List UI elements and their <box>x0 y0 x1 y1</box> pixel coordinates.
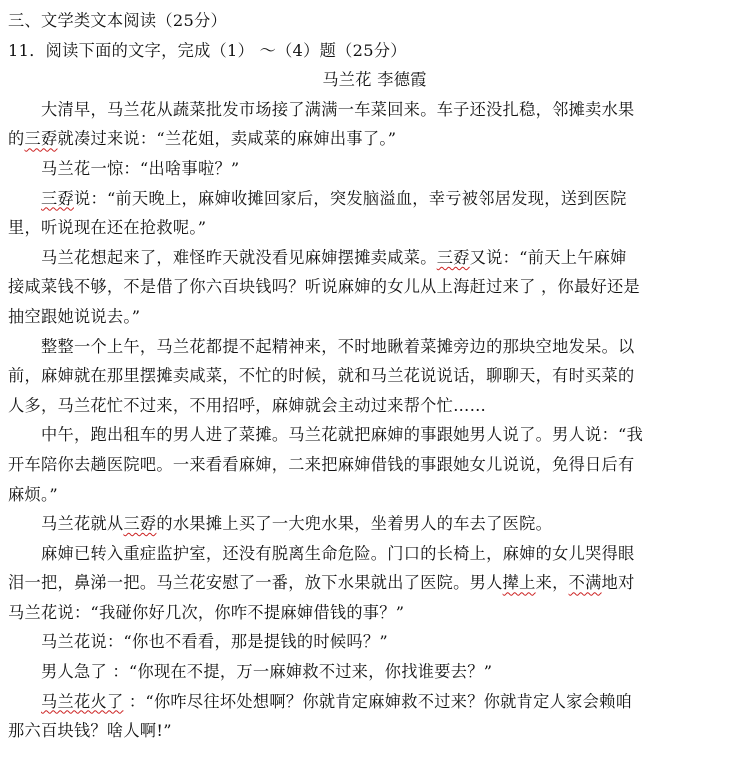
paragraph-line: 那六百块钱？啥人啊!” <box>8 721 172 741</box>
spellcheck-flagged-word: 不满 <box>568 573 602 593</box>
story-title: 马兰花 李德霞 <box>322 70 427 90</box>
paragraph-9 <box>8 627 727 657</box>
paragraph-4 <box>8 243 727 332</box>
paragraph-line <box>8 568 727 598</box>
paragraph-7 <box>8 509 727 539</box>
paragraph-line: 麻婶已转入重症监护室，还没有脱离生命危险。门口的长椅上，麻婶的女儿哭得眼 <box>41 543 635 563</box>
spellcheck-flagged-word: 三孬 <box>123 514 157 534</box>
text-span: 又说：“前天上午麻婶 <box>469 247 627 267</box>
question-line: 11．阅读下面的文字，完成（1） ～（4）题（25分） <box>8 40 407 60</box>
paragraph-line: 前，麻婶就在那里摆摊卖咸菜，不忙的时候，就和马兰花说说话，聊聊天，有时买菜的 <box>8 366 635 386</box>
paragraph-line: 人多，马兰花忙不过来，不用招呼，麻婶就会主动过来帮个忙…… <box>8 395 487 415</box>
paragraph-line: 抽空跟她说说去。” <box>8 306 141 326</box>
paragraph-10 <box>8 657 727 687</box>
paragraph-3 <box>8 184 727 243</box>
paragraph-line: 整整一个上午，马兰花都提不起精神来，不时地瞅着菜摊旁边的那块空地发呆。以 <box>41 336 635 356</box>
paragraph-8 <box>8 539 727 628</box>
paragraph-line: 马兰花说：“我碰你好几次，你咋不提麻婶借钱的事？” <box>8 602 405 622</box>
text-span: 就凑过来说：“兰花姐，卖咸菜的麻婶出事了。” <box>57 129 397 149</box>
paragraph-line <box>8 184 727 214</box>
text-span: 的水果摊上买了一大兜水果，坐着男人的车去了医院。 <box>156 514 553 534</box>
paragraph-line: 大清早，马兰花从蔬菜批发市场接了满满一车菜回来。车子还没扎稳，邻摊卖水果 <box>41 99 635 119</box>
spellcheck-flagged-word: 三孬 <box>436 247 470 267</box>
paragraph-line: 里，听说现在还在抢救呢。” <box>8 218 207 238</box>
spellcheck-flagged-word: 三孬 <box>41 188 74 208</box>
section-heading: 三、文学类文本阅读（25分） <box>8 11 228 30</box>
text-span: 的 <box>8 129 25 149</box>
paragraph-line <box>8 124 727 154</box>
paragraph-line <box>8 243 727 273</box>
paragraph-5 <box>8 332 727 421</box>
text-span: 马兰花想起来了，难怪昨天就没看见麻婶摆摊卖咸菜。 <box>41 247 437 267</box>
spellcheck-flagged-word: 马兰花火了 <box>41 691 124 711</box>
text-span: 说：“前天晚上，麻婶收摊回家后，突发脑溢血，幸亏被邻居发现，送到医院 <box>73 188 627 208</box>
text-span: ：“你咋尽往坏处想啊？你就肯定麻婶救不过来？你就肯定人家会赖咱 <box>123 691 633 711</box>
paragraph-line <box>8 687 727 717</box>
paragraph-1 <box>8 95 727 154</box>
text-span: 泪一把，鼻涕一把。马兰花安慰了一番，放下水果就出了医院。男人 <box>8 573 503 593</box>
paragraph-11 <box>8 687 727 746</box>
paragraph-6 <box>8 420 727 509</box>
paragraph-line: 中午，跑出租车的男人进了菜摊。马兰花就把麻婶的事跟她男人说了。男人说：“我 <box>41 425 644 445</box>
paragraph-line: 马兰花说：“你也不看看，那是提钱的时候吗？” <box>41 632 388 652</box>
paragraph-line: 马兰花一惊：“出啥事啦？” <box>41 158 240 178</box>
paragraph-2 <box>8 154 727 184</box>
text-span: 来， <box>535 573 569 593</box>
paragraph-line: 男人急了 ：“你现在不提，万一麻婶救不过来，你找谁要去？” <box>41 662 493 682</box>
paragraph-line: 接咸菜钱不够，不是借了你六百块钱吗？听说麻婶的女儿从上海赶过来了 ，你最好还是 <box>8 277 640 297</box>
text-span: 地对 <box>601 573 635 593</box>
paragraph-line <box>8 509 727 539</box>
paragraph-line: 麻烦。” <box>8 484 58 504</box>
text-span: 马兰花就从 <box>41 514 124 534</box>
paragraph-line: 开车陪你去趟医院吧。一来看看麻婶，二来把麻婶借钱的事跟她女儿说说，免得日后有 <box>8 454 635 474</box>
spellcheck-flagged-word: 撵上 <box>502 573 536 593</box>
spellcheck-flagged-word: 三孬 <box>24 129 58 149</box>
